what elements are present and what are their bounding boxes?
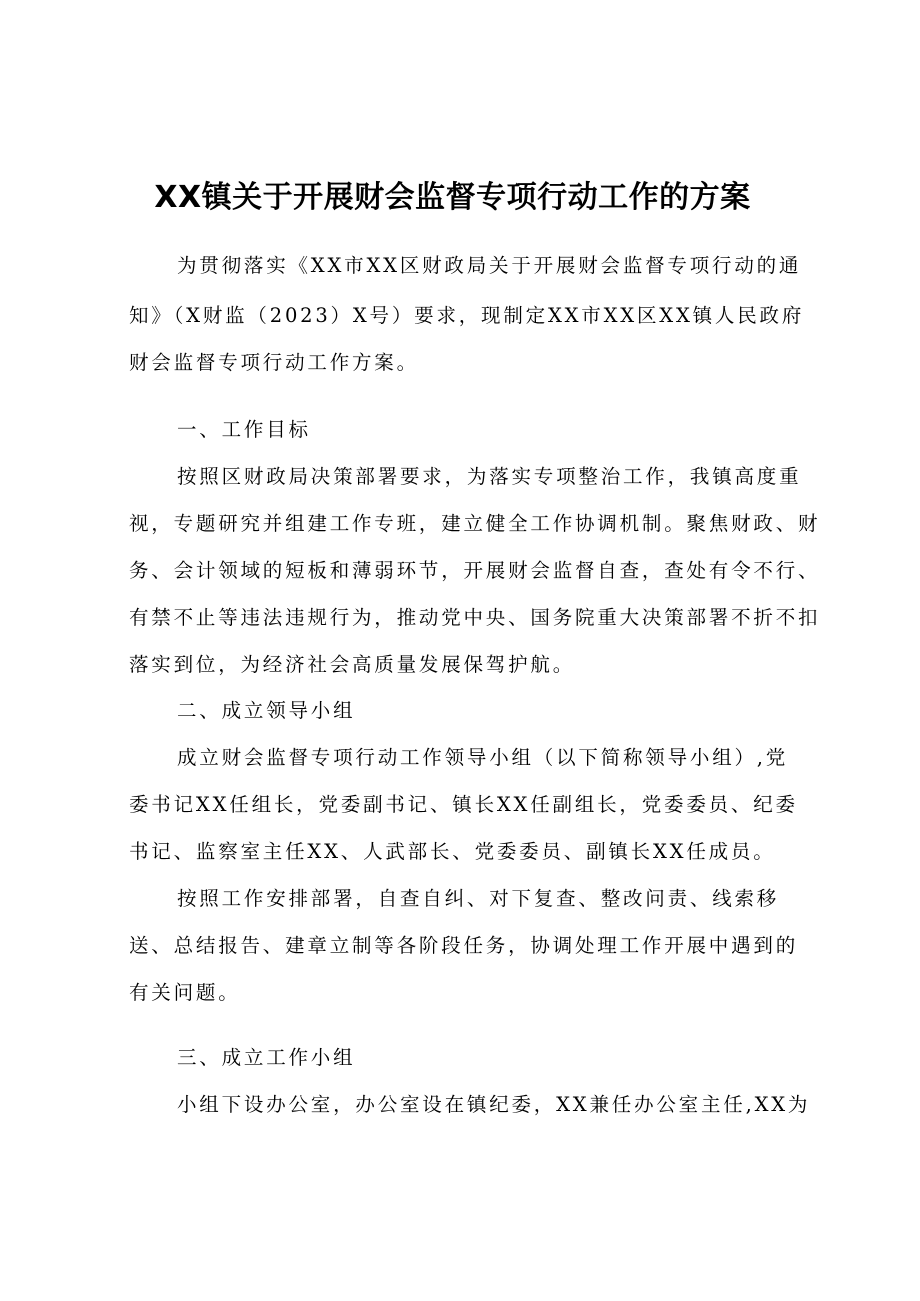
paragraph-line: 务、会计领域的短板和薄弱环节，开展财会监督自查，查处有令不行、 [129, 559, 821, 582]
paragraph-line: 按照区财政局决策部署要求，为落实专项整治工作，我镇高度重 [177, 465, 802, 488]
paragraph-line: 送、总结报告、建章立制等各阶段任务，协调处理工作开展中遇到的 [129, 934, 799, 957]
paragraph-line: 财会监督专项行动工作方案。 [129, 351, 419, 374]
paragraph-line: 知》（X财监（2023）X号）要求，现制定XX市XX区XX镇人民政府 [129, 304, 805, 327]
paragraph-line: 小组下设办公室，办公室设在镇纪委，XX兼任办公室主任,XX为 [177, 1093, 811, 1116]
paragraph-line: 有关问题。 [129, 981, 241, 1004]
paragraph-line: 落实到位，为经济社会高质量发展保驾护航。 [129, 653, 576, 676]
section-heading: 一、工作目标 [177, 418, 311, 441]
paragraph-line: 为贯彻落实《XX市XX区财政局关于开展财会监督专项行动的通 [177, 254, 802, 277]
paragraph-line: 委书记XX任组长，党委副书记、镇长XX任副组长，党委委员、纪委 [129, 793, 798, 816]
section-heading: 二、成立领导小组 [177, 699, 356, 722]
paragraph-line: 有禁不止等违法违规行为，推动党中央、国务院重大决策部署不折不扣 [129, 606, 821, 629]
section-heading: 三、成立工作小组 [177, 1046, 356, 1069]
paragraph-line: 视，专题研究并组建工作专班，建立健全工作协调机制。聚焦财政、财 [129, 512, 821, 535]
paragraph-line: 成立财会监督专项行动工作领导小组（以下简称领导小组）,党 [177, 746, 789, 769]
paragraph-line: 书记、监察室主任XX、人武部长、党委委员、副镇长XX任成员。 [129, 840, 776, 863]
document-title: XX镇关于开展财会监督专项行动工作的方案 [154, 180, 751, 215]
paragraph-line: 按照工作安排部署，自查自纠、对下复查、整改问责、线索移 [177, 887, 780, 910]
